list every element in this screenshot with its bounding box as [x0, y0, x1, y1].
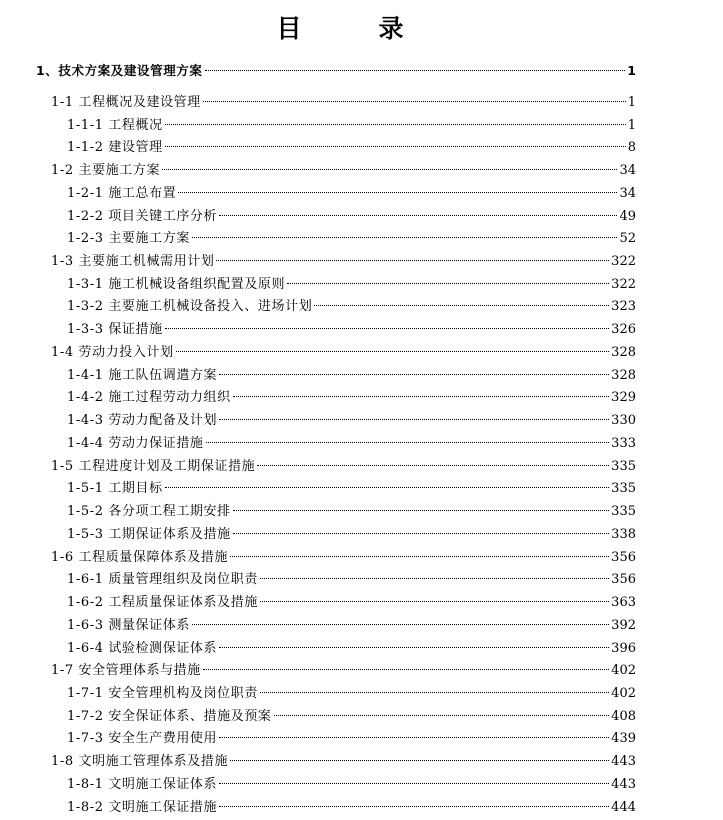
dot-leader — [176, 351, 610, 352]
toc-entry-label: 1-2 主要施工方案 — [51, 163, 161, 178]
toc-entry-label: 1-4-1 施工队伍调遣方案 — [67, 368, 218, 383]
dot-leader — [230, 760, 609, 761]
toc-entry-page: 335 — [611, 504, 636, 519]
dot-leader — [219, 806, 609, 807]
dot-leader — [216, 260, 609, 261]
toc-entry-label: 1-5-3 工期保证体系及措施 — [67, 527, 231, 542]
toc-entry-label: 1-6-2 工程质量保证体系及措施 — [67, 595, 258, 610]
toc-entry-label: 1-4-4 劳动力保证措施 — [67, 436, 204, 451]
dot-leader — [165, 146, 626, 147]
toc-entry-page: 34 — [619, 186, 636, 201]
toc-entry-label: 1-5-1 工期目标 — [67, 481, 163, 496]
toc-entry-1[interactable] — [36, 60, 636, 82]
toc-entry-1-4-1[interactable] — [67, 365, 636, 387]
dot-leader — [257, 465, 609, 466]
toc-entry-page: 1 — [627, 118, 636, 133]
toc-entry-1-7[interactable] — [51, 660, 636, 682]
toc-entry-page: 330 — [611, 413, 636, 428]
toc-entry-page: 402 — [611, 663, 636, 678]
toc-entry-1-4-4[interactable] — [67, 433, 636, 455]
dot-leader — [314, 305, 609, 306]
dot-leader — [219, 419, 609, 420]
toc-entry-label: 1-7-3 安全生产费用使用 — [67, 731, 218, 746]
dot-leader — [219, 737, 609, 738]
toc-entry-1-2-2[interactable] — [67, 206, 636, 228]
toc-entry-page: 408 — [611, 709, 636, 724]
dot-leader — [192, 237, 618, 238]
toc-entry-1-3[interactable] — [51, 251, 636, 273]
dot-leader — [206, 442, 610, 443]
toc-entry-page: 443 — [611, 777, 636, 792]
toc-entry-1-7-1[interactable] — [67, 683, 636, 705]
toc-entry-label: 1-1 工程概况及建设管理 — [51, 95, 201, 110]
toc-entry-label: 1-7-2 安全保证体系、措施及预案 — [67, 709, 272, 724]
toc-entry-label: 1-4 劳动力投入计划 — [51, 345, 174, 360]
toc-entry-label: 1-6-1 质量管理组织及岗位职责 — [67, 572, 258, 587]
dot-leader — [233, 510, 609, 511]
toc-entry-page: 338 — [611, 527, 636, 542]
toc-entry-page: 356 — [611, 572, 636, 587]
dot-leader — [205, 70, 626, 71]
toc-entry-label: 1-4-3 劳动力配备及计划 — [67, 413, 218, 428]
toc-entry-1-3-1[interactable] — [67, 274, 636, 296]
dot-leader — [203, 669, 609, 670]
toc-entry-1-4[interactable] — [51, 342, 636, 364]
toc-entry-label: 1-6-3 测量保证体系 — [67, 618, 190, 633]
toc-entry-page: 52 — [619, 231, 636, 246]
toc-entry-label: 1-8-2 文明施工保证措施 — [67, 800, 218, 815]
toc-entry-page: 392 — [611, 618, 636, 633]
dot-leader — [219, 215, 617, 216]
toc-entry-label: 1-1-1 工程概况 — [67, 118, 163, 133]
toc-entry-label: 1、技术方案及建设管理方案 — [36, 63, 203, 78]
dot-leader — [219, 783, 609, 784]
dot-leader — [260, 601, 609, 602]
toc-entry-page: 322 — [611, 254, 636, 269]
toc-entry-page: 323 — [611, 299, 636, 314]
toc-entry-page: 363 — [611, 595, 636, 610]
toc-entry-label: 1-6-4 试验检测保证体系 — [67, 641, 218, 656]
toc-entry-label: 1-3-2 主要施工机械设备投入、进场计划 — [67, 299, 313, 314]
toc-entry-1-4-2[interactable] — [67, 387, 636, 409]
page-title: 目 录 — [276, 14, 430, 43]
toc-entry-1-1[interactable] — [51, 92, 636, 114]
toc-entry-label: 1-2-3 主要施工方案 — [67, 231, 190, 246]
toc-entry-1-8[interactable] — [51, 751, 636, 773]
toc-entry-page: 34 — [619, 163, 636, 178]
dot-leader — [230, 556, 609, 557]
toc-entry-page: 335 — [611, 459, 636, 474]
toc-entry-label: 1-7 安全管理体系与措施 — [51, 663, 201, 678]
toc-entry-page: 396 — [611, 641, 636, 656]
toc-entry-1-3-3[interactable] — [67, 319, 636, 341]
toc-entry-1-2-3[interactable] — [67, 228, 636, 250]
toc-entry-label: 1-1-2 建设管理 — [67, 140, 163, 155]
dot-leader — [203, 101, 626, 102]
dot-leader — [219, 374, 609, 375]
toc-entry-1-5[interactable] — [51, 456, 636, 478]
dot-leader — [192, 624, 609, 625]
dot-leader — [233, 396, 609, 397]
toc-entry-1-5-2[interactable] — [67, 501, 636, 523]
toc-entry-1-7-3[interactable] — [67, 728, 636, 750]
toc-entry-label: 1-4-2 施工过程劳动力组织 — [67, 390, 231, 405]
toc-entry-label: 1-6 工程质量保障体系及措施 — [51, 550, 229, 565]
toc-entry-1-4-3[interactable] — [67, 410, 636, 432]
toc-entry-1-1-2[interactable] — [67, 137, 636, 159]
toc-entry-page: 329 — [611, 390, 636, 405]
dot-leader — [165, 487, 609, 488]
toc-entry-page: 443 — [611, 754, 636, 769]
toc-entry-page: 1 — [627, 95, 636, 110]
toc-entry-page: 335 — [611, 481, 636, 496]
toc-entry-label: 1-8-1 文明施工保证体系 — [67, 777, 218, 792]
dot-leader — [233, 533, 609, 534]
toc-entry-page: 328 — [611, 345, 636, 360]
dot-leader — [165, 124, 626, 125]
toc-entry-page: 333 — [611, 436, 636, 451]
toc-entry-label: 1-2-2 项目关键工序分析 — [67, 209, 218, 224]
toc-entry-page: 356 — [611, 550, 636, 565]
toc-entry-label: 1-3 主要施工机械需用计划 — [51, 254, 215, 269]
toc-entry-page: 49 — [619, 209, 636, 224]
toc-entry-1-6-1[interactable] — [67, 569, 636, 591]
dot-leader — [165, 328, 609, 329]
dot-leader — [260, 692, 609, 693]
toc-entry-page: 326 — [611, 322, 636, 337]
dot-leader — [274, 715, 610, 716]
dot-leader — [219, 647, 609, 648]
toc-entry-1-2[interactable] — [51, 160, 636, 182]
toc-entry-1-5-3[interactable] — [67, 524, 636, 546]
toc-entry-label: 1-5-2 各分项工程工期安排 — [67, 504, 231, 519]
toc-entry-page: 322 — [611, 277, 636, 292]
toc-entry-1-6[interactable] — [51, 547, 636, 569]
toc-entry-1-6-4[interactable] — [67, 638, 636, 660]
dot-leader — [287, 283, 609, 284]
toc-entry-1-3-2[interactable] — [67, 296, 636, 318]
toc-entry-label: 1-3-1 施工机械设备组织配置及原则 — [67, 277, 286, 292]
toc-entry-page: 444 — [611, 800, 636, 815]
dot-leader — [260, 578, 609, 579]
toc-entry-1-1-1[interactable] — [67, 115, 636, 137]
toc-entry-label: 1-8 文明施工管理体系及措施 — [51, 754, 229, 769]
toc-entry-1-7-2[interactable] — [67, 706, 636, 728]
toc-entry-page: 328 — [611, 368, 636, 383]
toc-entry-1-5-1[interactable] — [67, 478, 636, 500]
dot-leader — [178, 192, 617, 193]
dot-leader — [162, 169, 617, 170]
toc-entry-1-8-2[interactable] — [67, 797, 636, 819]
toc-entry-page: 1 — [627, 63, 636, 78]
toc-entry-1-6-2[interactable] — [67, 592, 636, 614]
toc-entry-1-8-1[interactable] — [67, 774, 636, 796]
toc-entry-page: 402 — [611, 686, 636, 701]
toc-entry-page: 8 — [627, 140, 636, 155]
toc-entry-1-6-3[interactable] — [67, 615, 636, 637]
toc-entry-page: 439 — [611, 731, 636, 746]
toc-entry-label: 1-2-1 施工总布置 — [67, 186, 177, 201]
toc-entry-label: 1-7-1 安全管理机构及岗位职责 — [67, 686, 258, 701]
toc-entry-label: 1-3-3 保证措施 — [67, 322, 163, 337]
toc-entry-1-2-1[interactable] — [67, 183, 636, 205]
toc-entry-label: 1-5 工程进度计划及工期保证措施 — [51, 459, 256, 474]
